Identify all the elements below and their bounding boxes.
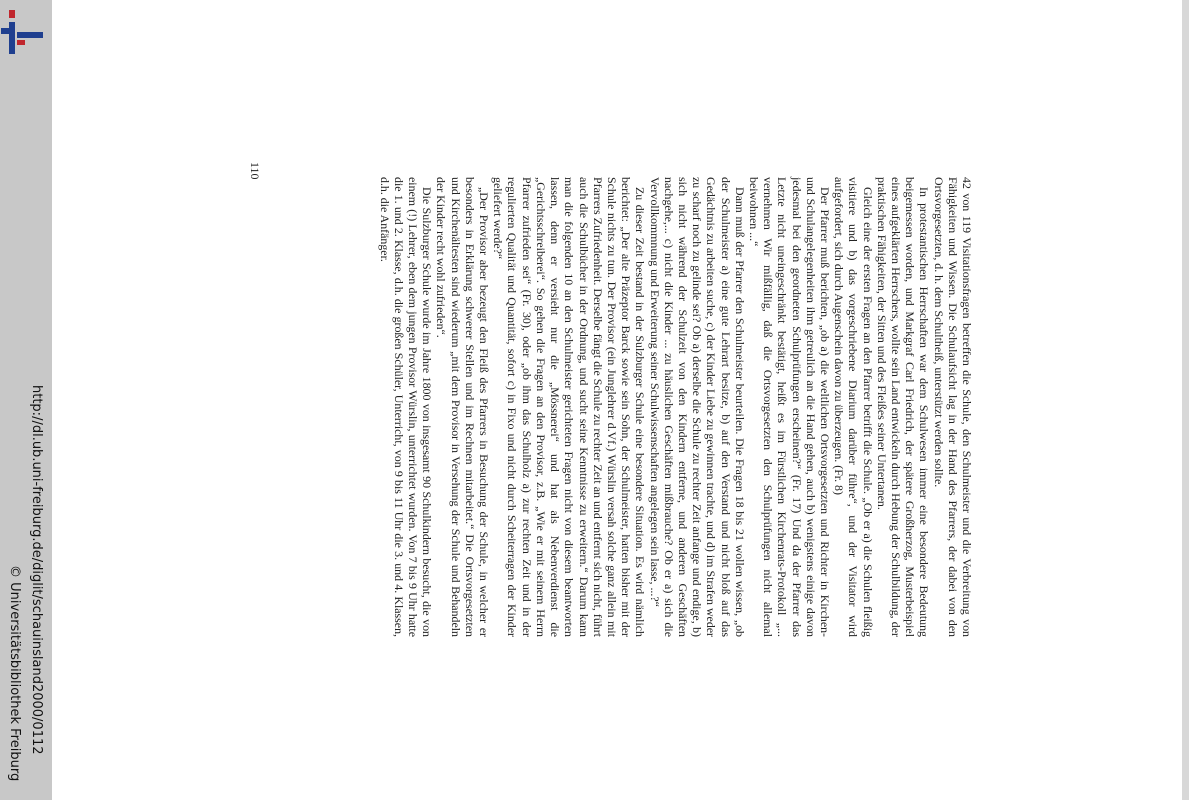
viewer-sidebar <box>0 0 52 800</box>
copyright-notice: © Universitätsbibliothek Freiburg <box>7 565 22 782</box>
paragraph: Dann muß der Pfarrer den Schulmeister beurteilen. Die Fragen 18 bis 21 wollen wissen, „ob der Schulmeister a) eine gute Lehrart besitze, b) auf den Verstand und nicht bloß auf das Gedächtnis zu arbeiten suche, c) der Kinder Liebe zu gewinnen trachte, und d) im Strafen weder zu scharf noch zu gelinde sei? Ob a) derselbe die Schule zu rechter Zeit anfange und endige, b) sich nicht während der Schulzeit von den Kindern entferne, und anderen Geschäften nachgehe,... c) nicht die Kinder ... zu häuslichen Geschäften mißbrauche? Ob er a) sich die Vervollkommnung und Erweiterung seiner Schulwissenschaften angelegen sein lasse, ...?“ <box>647 177 747 637</box>
paragraph: Der Pfarrer muß berichten, „ob a) die weltlichen Ortsvorgesetzten und Richter in Kirchen- und Schulangelegenheiten ihm getreulich an die Hand gehen, auch b) wenigstens einige davon jedesmal bei den geordneten Schulprüfungen erscheinen?“ (Fr. 17) Und da der Pfarrer das Letzte nicht uneingeschränkt bestätigt, heißt es im Fürstlichen Kirchenrats-Protokoll „... vernehmen Wir mißfällig, daß die Ortsvorgesetzten den Schulprüfungen nicht allemal beiwohnen ...“ <box>746 177 832 637</box>
paragraph: 42 von 119 Visitationsfragen betreffen die Schule, den Schulmeister und die Verbreitung von Fähigkeiten und Wissen. Die Schulaufsicht lag in der Hand des Pfarrers, der dabei von den Ortsvorgesetzten, d. h. dem Schultheiß, unterstützt werden sollte. <box>931 177 974 637</box>
paragraph: Zu dieser Zeit bestand in der Sulzburger Schule eine besondere Situation. Es wird nämlich berichtet: „Der alte Präzeptor Barck sowie sein Sohn, der Schulmeister, hatten bisher mit der Schule nichts zu tun. Der Provisor (ein Junglehrer d.Vf.) Würslin versah solche ganz allein mit Pfarrers Zufriedenheit. Derselbe fängt die Schule zu rechter Zeit an und entfernt sich nicht, führt auch die Schulbücher in der Ordnung, und sucht seine Kenntnisse zu erweitern.“ Darum kann man die folgenden 10 an den Schulmeister gerichteten Fragen nicht von diesem beantworten lassen, denn er versieht nur die „Mössnerei“ und hat als Nebenverdienst die „Gerichtsschreiberei“. So gehen die Fragen an den Provisor, z.B. „Wie er mit seinem Herrn Pfarrer zufrieden sei“ (Fr. 30), oder „ob ihm das Schulholz a) zur rechten Zeit und in der regulierten Qualität und Quantität, sofort c) in Fixo und nicht durch Scheiterragen der Kinder geliefert werde?“ <box>491 177 648 637</box>
paragraph: Gleich eine der ersten Fragen an den Pfarrer betrifft die Schule. „Ob er a) die Schulen fleißig visitiere und b) das vorgeschriebene Diarium darüber führe“, und der Visitator wird aufgefordert, sich durch Augenschein davon zu überzeugen. (Fr. 8) <box>832 177 875 637</box>
paragraph: „Der Provisor aber bezeugt den Fleiß des Pfarrers in Besuchung der Schule, in welcher er besonders in Erklärung schwerer Stellen und im Rechnen mitarbeitet.“ Die Ortsvorgesetzten und Kirchenältesten sind wiederum „mit dem Provisor in Versehung der Schule und Behandeln der Kinder recht wohl zufrieden“. <box>434 177 492 637</box>
page-text-block <box>306 177 974 637</box>
document-url[interactable]: http://dl.ub.uni-freiburg.de/diglit/schauinsland2000/0112 <box>29 385 44 755</box>
paragraph: Die Sulzburger Schule wurde im Jahre 1800 von insgesamt 90 Schulkindern besucht, die von einem (!) Lehrer, eben dem jungen Provisor Würslin, unterrichtet wurden. Von 7 bis 9 Uhr hatte die 1. und 2. Klasse, d.h. die großen Schüler, Unterricht, von 9 bis 11 Uhr die 3. und 4. Klassen, d.h. die Anfänger. <box>377 177 435 637</box>
scrollbar-track[interactable] <box>1182 0 1189 800</box>
page-number: 110 <box>248 162 262 180</box>
paragraph: In protestantischen Herrschaften war dem Schulwesen immer eine besondere Bedeutung beigemessen worden, und Markgraf Carl Friedrich, der spätere Großherzog, Musterbeispiel eines aufgeklärten Herrschers, wollte sein Land entwickeln durch Hebung der Schulbildung, der praktischen Fähigkeiten, der Sitten und des Fleißes seiner Untertanen. <box>874 177 932 637</box>
ub-freiburg-logo-icon <box>0 8 44 54</box>
